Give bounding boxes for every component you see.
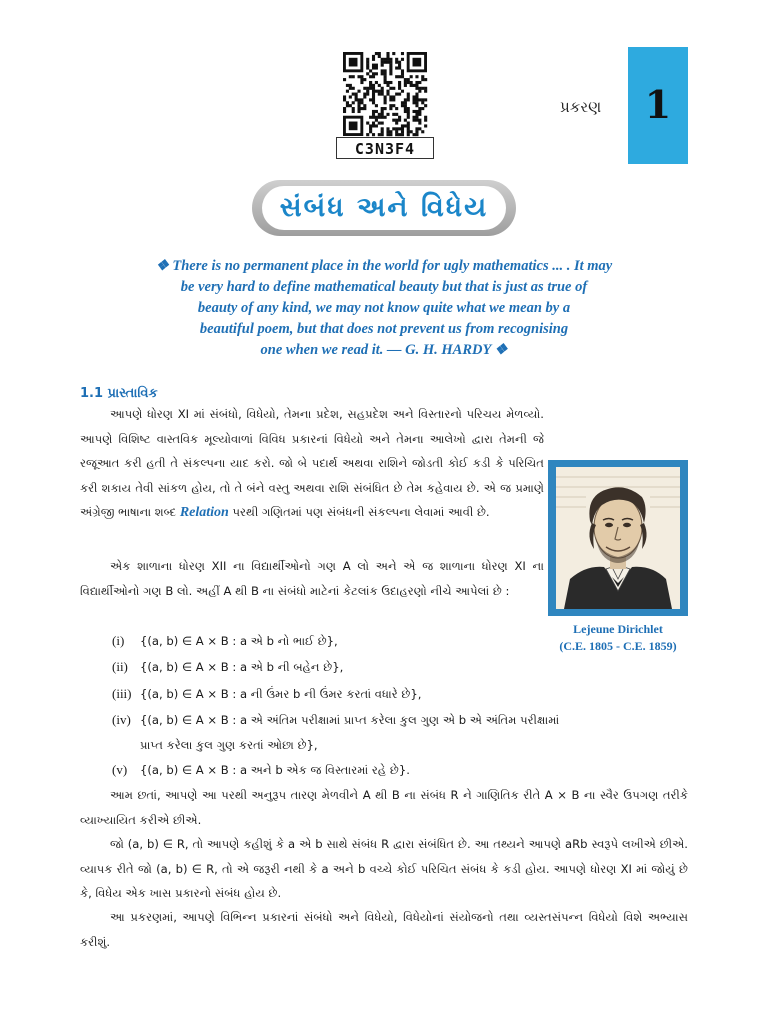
relation-term: Relation: [179, 505, 229, 521]
list-item: [112, 758, 410, 783]
caption-name: Lejeune Dirichlet: [573, 622, 663, 636]
item-text: {(a, b) ∈ A × B : a અને b એક જ વિસ્તારમાં રહે છે}.: [140, 763, 410, 777]
item-number: (i): [112, 633, 125, 648]
paragraph-text: આપણે ધોરણ XI માં સંબંધો, વિધેયો, તેમના પ્રદેશ, સહપ્રદેશ અને વિસ્તારનો પરિચય મેળવ્યો. આપણે વિશિષ્ટ વાસ્તવિક મૂલ્યોવાળાં વિવિધ પ્રકારનાં વિધેયો અને તેમના આલેખો દ્વારા તેમની જે રજૂઆત કરી હતી તે સંકલ્પના યાદ કરો. જો બે પદાર્થ અથવા રાશિને જોડતી કોઈ કડી કે પરિચિત કરી શકાય તેવી સાંકળ હોય, તો તે બંને વસ્તુ અથવા રાશિ સંબંધિત છે તેમ કહેવાય છે. એ જ પ્રમાણે અંગ્રેજી ભાષાના શબ્દ: [80, 407, 544, 520]
portrait-image: [556, 467, 680, 609]
chapter-number: 1: [644, 82, 672, 127]
item-number: (iii): [112, 686, 132, 701]
chapter-label: પ્રકરણ: [560, 98, 602, 116]
item-text: {(a, b) ∈ A × B : a ની ઉંમર b ની ઉંમર કરતાં વધારે છે},: [140, 687, 422, 701]
item-text: {(a, b) ∈ A × B : a એ b ની બહેન છે},: [140, 660, 344, 674]
example-intro-paragraph: એક શાળાના ધોરણ XII ના વિદ્યાર્થીઓનો ગણ A લો અને એ જ શાળાના ધોરણ XI ના વિદ્યાર્થીઓનો ગણ B લો. અહીં A થી B ના સંબંધો માટેનાં કેટલાંક ઉદાહરણો નીચે આપેલાં છે :: [80, 559, 544, 598]
chapter-title: સંબંધ અને વિધેય: [262, 186, 506, 230]
qr-code-image: [336, 51, 434, 137]
quote-line: ❖ There is no permanent place in the world for ugly mathematics ... . It may: [155, 258, 613, 274]
section-heading: 1.1 પ્રાસ્તાવિક: [80, 386, 158, 401]
list-item: [112, 655, 343, 680]
item-number: (ii): [112, 659, 128, 674]
quote-line: beautiful poem, but that does not prevent us from recognising: [199, 321, 569, 337]
intro-paragraph: [80, 402, 544, 526]
quote-line: be very hard to define mathematical beauty but that is just as true of: [180, 279, 588, 295]
quote-line: one when we read it. — G. H. HARDY ❖: [260, 342, 508, 358]
paragraph-text: પરથી ગણિતમાં પણ સંબંધની સંકલ્પના લેવામાં આવી છે.: [232, 505, 490, 520]
item-number: (v): [112, 762, 128, 777]
caption-dates: (C.E. 1805 - C.E. 1859): [559, 639, 677, 653]
item-number: (iv): [112, 712, 131, 727]
item-text: {(a, b) ∈ A × B : a એ b નો ભાઈ છે},: [140, 634, 338, 648]
chapter-overview-paragraph: આ પ્રકરણમાં, આપણે વિભિન્ન પ્રકારનાં સંબંધો અને વિધેયો, વિધેયોનાં સંયોજનો તથા વ્યસ્તસંપન્ન વિધેયો વિશે અભ્યાસ કરીશું.: [80, 910, 688, 949]
notation-paragraph: જો (a, b) ∈ R, તો આપણે કહીશું કે a એ b સાથે સંબંધ R દ્વારા સંબંધિત છે. આ તથ્યને આપણે aRb સ્વરૂપે લખીએ છીએ. વ્યાપક રીતે જો (a, b) ∈ R, તો એ જરૂરી નથી કે a અને b વચ્ચે કોઈ પરિચિત સંબંધ કે કડી હોય. આપણે ધોરણ XI માં જોયું છે કે, વિધેય એક ખાસ પ્રકારનો સંબંધ હોય છે.: [80, 837, 688, 901]
epigraph-quote: [110, 256, 658, 361]
quote-line: beauty of any kind, we may not know quite what we mean by a: [197, 300, 571, 316]
qr-code-label: C3N3F4: [354, 140, 416, 158]
definition-paragraph: આમ છતાં, આપણે આ પરથી અનુરૂપ તારણ મેળવીને A થી B ના સંબંધ R ને ગાણિતિક રીતે A × B ના સ્વૈર ઉપગણ તરીકે વ્યાખ્યાયિત કરીએ છીએ.: [80, 788, 688, 827]
item-text-continued: પ્રાપ્ત કરેલા કુલ ગુણ કરતાં ઓછા છે},: [140, 737, 318, 752]
list-item: [112, 629, 338, 654]
list-item: [112, 682, 421, 707]
portrait-caption: [548, 621, 688, 655]
item-text: {(a, b) ∈ A × B : a એ અંતિમ પરીક્ષામાં પ્રાપ્ત કરેલા કુલ ગુણ એ b એ અંતિમ પરીક્ષામાં: [140, 713, 560, 727]
list-item: [112, 708, 688, 757]
